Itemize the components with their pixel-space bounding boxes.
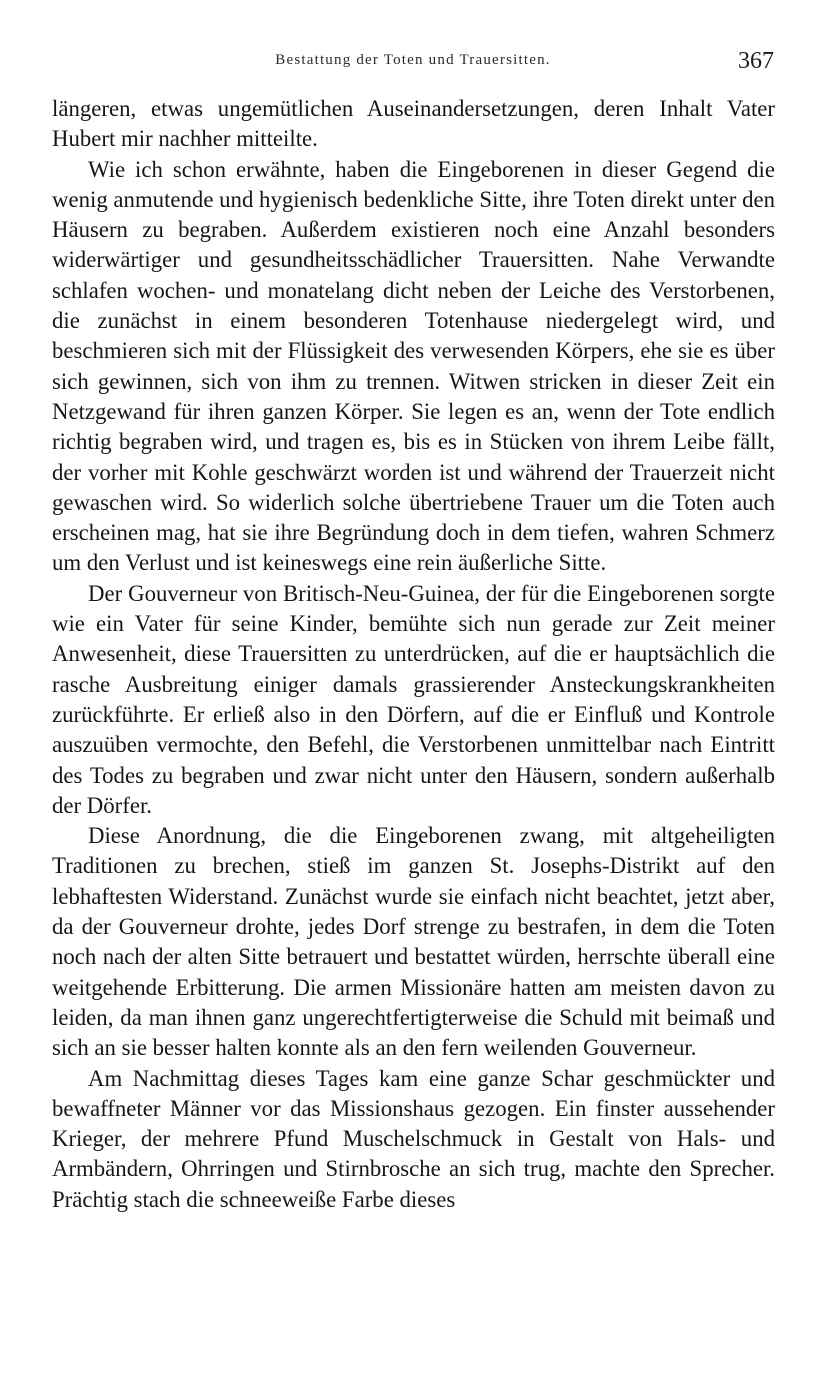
paragraph: Am Nachmittag dieses Tages kam eine ganze Schar geschmückter und bewaffneter Männer vor das Missionshaus gezogen. Ein finster aussehender Krieger, der mehrere Pfund Muschelschmuck in Gestalt von Hals- und Armbändern, Ohrringen und Stirnbrosche an sich trug, machte den Sprecher. Prächtig stach die schneeweiße Farbe dieses (52, 1065, 775, 1212)
running-title: Bestattung der Toten und Trauersitten. (275, 52, 551, 68)
page-number: 367 (738, 48, 774, 74)
body-text (52, 94, 775, 1215)
running-head (52, 48, 774, 80)
paragraph: Diese Anordnung, die die Eingeborenen zwang, mit altgeheiligten Traditionen zu brechen, stieß im ganzen St. Josephs-Distrikt auf den lebhaftesten Widerstand. Zunächst wurde sie einfach nicht beachtet, jetzt aber, da der Gouverneur drohte, jedes Dorf strenge zu bestrafen, in dem die Toten noch nach der alten Sitte betrauert und bestattet würden, herrschte überall eine weitgehende Erbitterung. Die armen Missionäre hatten am meisten davon zu leiden, da man ihnen ganz ungerechtfertigterweise die Schuld mit beimaß und sich an sie besser halten konnte als an den fern weilenden Gouverneur. (52, 823, 775, 1061)
paragraph-continued: längeren, etwas ungemütlichen Auseinandersetzungen, deren Inhalt Vater Hubert mir nachher mitteilte. (52, 96, 775, 152)
paragraph: Der Gouverneur von Britisch-Neu-Guinea, der für die Eingeborenen sorgte wie ein Vater für seine Kinder, bemühte sich nun gerade zur Zeit meiner Anwesenheit, diese Trauersitten zu unterdrücken, auf die er hauptsächlich die rasche Ausbreitung einiger damals grassierender Ansteckungskrankheiten zurückführte. Er erließ also in den Dörfern, auf die er Einfluß und Kontrole auszuüben vermochte, den Befehl, die Verstorbenen unmittelbar nach Eintritt des Todes zu begraben und zwar nicht unter den Häusern, sondern außerhalb der Dörfer. (52, 580, 775, 818)
paragraph: Wie ich schon erwähnte, haben die Eingeborenen in dieser Gegend die wenig anmutende und hygienisch bedenkliche Sitte, ihre Toten direkt unter den Häusern zu begraben. Außerdem existieren noch eine Anzahl besonders widerwärtiger und gesundheitsschädlicher Trauersitten. Nahe Verwandte schlafen wochen- und monatelang dicht neben der Leiche des Verstorbenen, die zunächst in einem besonderen Totenhause niedergelegt wird, und beschmieren sich mit der Flüssigkeit des verwesenden Körpers, ehe sie es über sich gewinnen, sich von ihm zu trennen. Witwen stricken in dieser Zeit ein Netzgewand für ihren ganzen Körper. Sie legen es an, wenn der Tote endlich richtig begraben wird, und tragen es, bis es in Stücken von ihrem Leibe fällt, der vorher mit Kohle geschwärzt worden ist und während der Trauerzeit nicht gewaschen wird. So widerlich solche übertriebene Trauer um die Toten auch erscheinen mag, hat sie ihre Begründung doch in dem tiefen, wahren Schmerz um den Verlust und ist keineswegs eine rein äußerliche Sitte. (52, 156, 775, 576)
